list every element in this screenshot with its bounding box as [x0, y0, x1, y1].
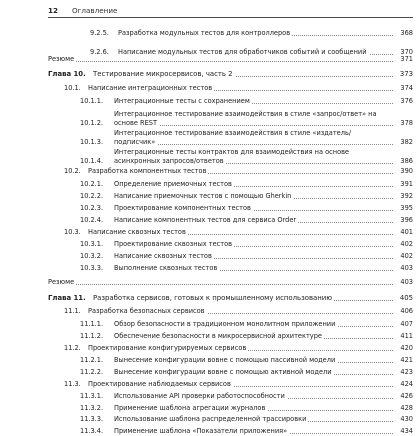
- entry-number: 10.3.2.: [80, 252, 104, 260]
- entry-page: 390: [400, 167, 413, 175]
- entry-page: 402: [400, 252, 413, 260]
- entry-number: 10.2.: [64, 167, 81, 175]
- entry-title: Написание приемочных тестов с помощью Gherkin: [114, 192, 394, 201]
- entry-number: 10.1.3.: [80, 137, 104, 146]
- entry-title: Интеграционное тестирование взаимодействия в стиле «издатель/подписчик»: [114, 129, 394, 147]
- entry-number: 10.3.1.: [80, 240, 104, 248]
- toc-entry-10-3-3: [80, 264, 413, 273]
- entry-number: 10.2.3.: [80, 204, 104, 212]
- entry-number: 10.1.2.: [80, 118, 104, 127]
- entry-number: 11.1.: [64, 307, 81, 315]
- entry-number: 11.3.4.: [80, 427, 104, 435]
- toc-entry-11-3-3: [80, 415, 413, 424]
- toc-entry-10-2-1: [80, 180, 413, 189]
- toc-entry-11-1: [64, 307, 413, 316]
- toc-entry-11-3: [64, 380, 413, 389]
- entry-page: 370: [400, 47, 413, 56]
- entry-page: 403: [400, 278, 413, 286]
- entry-page: 374: [400, 84, 413, 92]
- entry-title: Проектирование сквозных тестов: [114, 240, 394, 249]
- entry-page: 403: [400, 264, 413, 272]
- entry-page: 405: [399, 294, 413, 302]
- entry-title: Вынесение конфигурации вовне с помощью пассивной модели: [114, 356, 394, 365]
- toc-entry-chapter-10: [48, 70, 413, 79]
- entry-page: 426: [400, 392, 413, 400]
- entry-number: 9.2.6.: [90, 47, 109, 56]
- entry-title: Интеграционные тесты контрактов для взаимодействия на основе асинхронных запросов/ответов: [114, 148, 394, 166]
- entry-title: Тестирование микросервисов, часть 2: [93, 70, 394, 79]
- entry-page: 378: [400, 118, 413, 127]
- entry-page: 428: [400, 404, 413, 412]
- entry-number: 10.2.1.: [80, 180, 104, 188]
- entry-page: 424: [400, 380, 413, 388]
- entry-page: 407: [400, 320, 413, 328]
- entry-title: Применение шаблона «Показатели приложения»: [114, 427, 394, 436]
- toc-entry-11-2: [64, 344, 413, 353]
- entry-title: Написание интеграционных тестов: [88, 84, 394, 93]
- toc-entry-11-3-2: [80, 404, 413, 413]
- entry-number: 11.2.1.: [80, 356, 104, 364]
- entry-title: Разработка безопасных сервисов: [88, 307, 394, 316]
- toc-entry-11-1-1: [80, 320, 413, 329]
- toc-entry-10-1: [64, 84, 413, 93]
- entry-page: 391: [400, 180, 413, 188]
- entry-title: Проектирование конфигурируемых сервисов: [88, 344, 394, 353]
- entry-page: 406: [400, 307, 413, 315]
- entry-title: Написание сквозных тестов: [88, 228, 394, 237]
- toc-entry-summary: [48, 55, 413, 64]
- toc-entry-11-3-4: [80, 427, 413, 436]
- header-title: Оглавление: [72, 5, 118, 15]
- entry-number: 9.2.5.: [90, 28, 109, 37]
- entry-title: Интеграционное тестирование взаимодействия в стиле «запрос/ответ» на основе REST: [114, 110, 394, 128]
- entry-page: 401: [400, 228, 413, 236]
- entry-number: 10.1.1.: [80, 97, 104, 105]
- entry-page: 430: [400, 415, 413, 423]
- entry-page: 411: [400, 332, 413, 340]
- entry-title: Разработка сервисов, готовых к промышленному использованию: [93, 294, 394, 303]
- entry-page: 392: [400, 192, 413, 200]
- entry-title: Интеграционные тесты с сохранением: [114, 97, 394, 106]
- entry-number: 11.2.2.: [80, 368, 104, 376]
- entry-title: Обзор безопасности в традиционном монолитном приложении: [114, 320, 394, 329]
- entry-number: 11.3.: [64, 380, 81, 388]
- toc-entry-summary: [48, 278, 413, 287]
- entry-page: 368: [400, 28, 413, 37]
- entry-number: 10.3.: [64, 228, 81, 236]
- page-number: 12: [48, 5, 59, 15]
- entry-number: 11.1.2.: [80, 332, 104, 340]
- entry-title: Обеспечение безопасности в микросервисной архитектуре: [114, 332, 394, 341]
- entry-title: Определение приемочных тестов: [114, 180, 394, 189]
- entry-title: Разработка компонентных тестов: [88, 167, 394, 176]
- toc-entry-11-3-1: [80, 392, 413, 401]
- entry-number: 11.3.1.: [80, 392, 104, 400]
- entry-number: 11.3.2.: [80, 404, 104, 412]
- entry-page: 376: [400, 97, 413, 105]
- entry-number: 10.1.4.: [80, 156, 104, 165]
- toc-entry-10-1-3: [80, 129, 413, 147]
- toc-entry-10-2: [64, 167, 413, 176]
- entry-title: Разработка модульных тестов для контроллеров: [118, 29, 394, 38]
- entry-title: Проектирование компонентных тестов: [114, 204, 394, 213]
- entry-number: 10.2.2.: [80, 192, 104, 200]
- entry-title: Применение шаблона агрегации журналов: [114, 404, 394, 413]
- entry-title: Резюме: [48, 55, 394, 64]
- toc-entry-9-2-5: [90, 20, 413, 38]
- entry-page: 402: [400, 240, 413, 248]
- entry-number: 10.1.: [64, 84, 81, 92]
- toc-entry-10-1-2: [80, 110, 413, 128]
- entry-title: Резюме: [48, 278, 394, 287]
- entry-page: 420: [400, 344, 413, 352]
- entry-page: 382: [400, 137, 413, 146]
- entry-number: 11.1.1.: [80, 320, 104, 328]
- entry-number: 11.3.3.: [80, 415, 104, 423]
- entry-title: Написание сквозных тестов: [114, 252, 394, 261]
- entry-page: 421: [400, 356, 413, 364]
- toc-entry-10-2-2: [80, 192, 413, 201]
- entry-title: Проектирование наблюдаемых сервисов: [88, 380, 394, 389]
- toc-entry-10-1-4: [80, 148, 413, 166]
- entry-number: 10.3.3.: [80, 264, 104, 272]
- toc-entry-chapter-11: [48, 294, 413, 303]
- entry-page: 434: [400, 427, 413, 435]
- toc-entry-11-2-1: [80, 356, 413, 365]
- entry-number: Глава 11.: [48, 294, 86, 302]
- entry-title: Написание компонентных тестов для сервиса Order: [114, 216, 394, 225]
- toc-entry-9-2-6: [90, 39, 413, 57]
- entry-title: Выполнение сквозных тестов: [114, 264, 394, 273]
- toc-entry-10-2-4: [80, 216, 413, 225]
- entry-number: Глава 10.: [48, 70, 86, 78]
- entry-page: 423: [400, 368, 413, 376]
- toc-entry-11-2-2: [80, 368, 413, 377]
- entry-title: Использование шаблона распределенной трассировки: [114, 415, 394, 424]
- entry-page: 371: [400, 55, 413, 63]
- toc-entry-10-3-2: [80, 252, 413, 261]
- entry-page: 373: [399, 70, 413, 78]
- entry-title: Использование API проверки работоспособности: [114, 392, 394, 401]
- entry-page: 386: [400, 156, 413, 165]
- toc-entry-10-3-1: [80, 240, 413, 249]
- toc-entry-10-2-3: [80, 204, 413, 213]
- entry-number: 11.2.: [64, 344, 81, 352]
- toc-entry-10-3: [64, 228, 413, 237]
- toc-entry-11-1-2: [80, 332, 413, 341]
- entry-number: 10.2.4.: [80, 216, 104, 224]
- toc-entry-10-1-1: [80, 97, 413, 106]
- entry-title: Вынесение конфигурации вовне с помощью активной модели: [114, 368, 394, 377]
- entry-title: Написание модульных тестов для обработчиков событий и сообщений: [118, 48, 394, 57]
- entry-page: 396: [400, 216, 413, 224]
- entry-page: 395: [400, 204, 413, 212]
